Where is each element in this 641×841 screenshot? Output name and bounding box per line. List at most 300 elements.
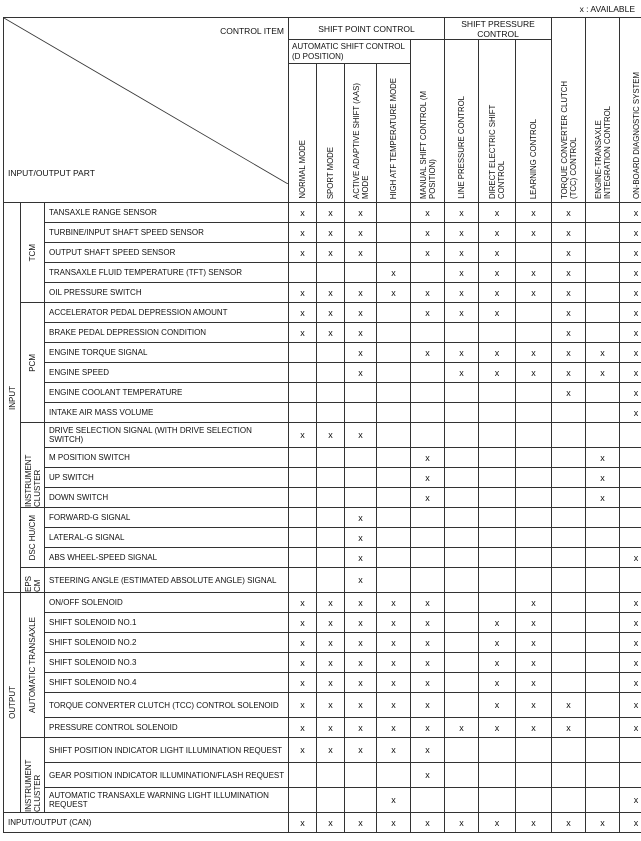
mark-cell: x [289, 203, 317, 223]
mark-cell [289, 763, 317, 788]
mark-cell: x [317, 693, 345, 718]
mark-cell: x [479, 283, 516, 303]
mark-cell: x [289, 653, 317, 673]
mark-cell: x [289, 718, 317, 738]
row-label: TORQUE CONVERTER CLUTCH (TCC) CONTROL SOLENOID [45, 693, 289, 718]
mark-cell: x [479, 363, 516, 383]
mark-cell: x [445, 303, 479, 323]
mark-cell: x [289, 243, 317, 263]
mark-cell: x [345, 323, 377, 343]
corner-cell [4, 18, 289, 203]
shift-pressure-control-header: SHIFT PRESSURE CONTROL [445, 18, 552, 40]
mark-cell [445, 423, 479, 448]
row-label: AUTOMATIC TRANSAXLE WARNING LIGHT ILLUMINATION REQUEST [45, 788, 289, 813]
control-item-label: CONTROL ITEM [220, 26, 285, 36]
row-label: ENGINE COOLANT TEMPERATURE [45, 383, 289, 403]
mark-cell: x [445, 243, 479, 263]
mark-cell [411, 403, 445, 423]
mark-cell [377, 243, 411, 263]
col-header-5: LINE PRESSURE CONTROL [445, 40, 479, 203]
mark-cell [516, 528, 552, 548]
mark-cell: x [516, 263, 552, 283]
mark-cell [479, 383, 516, 403]
mark-cell [317, 468, 345, 488]
mark-cell: x [411, 613, 445, 633]
mark-cell: x [345, 673, 377, 693]
mark-cell: x [289, 593, 317, 613]
mark-cell: x [620, 813, 641, 833]
mark-cell: x [377, 263, 411, 283]
mark-cell: x [345, 548, 377, 568]
mark-cell: x [586, 813, 620, 833]
mark-cell [620, 528, 641, 548]
mark-cell: x [411, 343, 445, 363]
diagonal-line [4, 18, 288, 184]
mark-cell: x [516, 203, 552, 223]
row-label: FORWARD-G SIGNAL [45, 508, 289, 528]
mark-cell: x [552, 243, 586, 263]
mark-cell: x [445, 263, 479, 283]
mark-cell [479, 738, 516, 763]
mark-cell [586, 718, 620, 738]
mark-cell [377, 323, 411, 343]
mark-cell: x [377, 283, 411, 303]
mark-cell: x [317, 813, 345, 833]
mark-cell [586, 693, 620, 718]
mark-cell [345, 263, 377, 283]
mark-cell: x [552, 323, 586, 343]
mark-cell [586, 263, 620, 283]
mark-cell: x [620, 653, 641, 673]
mark-cell [445, 613, 479, 633]
mark-cell: x [377, 673, 411, 693]
mark-cell: x [620, 323, 641, 343]
mark-cell [552, 593, 586, 613]
mark-cell: x [289, 813, 317, 833]
mark-cell: x [317, 633, 345, 653]
mark-cell [516, 448, 552, 468]
mark-cell: x [377, 613, 411, 633]
mark-cell [445, 403, 479, 423]
mark-cell [377, 223, 411, 243]
row-label: INTAKE AIR MASS VOLUME [45, 403, 289, 423]
row-label: SHIFT SOLENOID NO.3 [45, 653, 289, 673]
mark-cell: x [620, 548, 641, 568]
col-header-1: SPORT MODE [317, 64, 345, 203]
row-label: SHIFT SOLENOID NO.4 [45, 673, 289, 693]
table-row [4, 508, 641, 528]
table-row [4, 673, 641, 693]
mark-cell [377, 363, 411, 383]
table-row [4, 718, 641, 738]
mark-cell [345, 383, 377, 403]
row-label: SHIFT SOLENOID NO.1 [45, 613, 289, 633]
mark-cell: x [445, 343, 479, 363]
row-label: TURBINE/INPUT SHAFT SPEED SENSOR [45, 223, 289, 243]
mark-cell [445, 383, 479, 403]
mark-cell: x [289, 423, 317, 448]
mark-cell [289, 383, 317, 403]
mark-cell: x [411, 673, 445, 693]
mark-cell: x [411, 243, 445, 263]
mark-cell [289, 488, 317, 508]
table-row [4, 528, 641, 548]
mark-cell [317, 488, 345, 508]
mark-cell [377, 343, 411, 363]
mark-cell [445, 653, 479, 673]
table-row [4, 653, 641, 673]
mark-cell: x [586, 468, 620, 488]
control-matrix-table [3, 17, 641, 833]
mark-cell: x [289, 323, 317, 343]
mark-cell [586, 403, 620, 423]
mark-cell [317, 528, 345, 548]
mark-cell: x [317, 243, 345, 263]
mark-cell: x [411, 633, 445, 653]
mark-cell: x [516, 813, 552, 833]
mark-cell: x [411, 468, 445, 488]
mark-cell [586, 653, 620, 673]
mark-cell: x [345, 223, 377, 243]
mark-cell [516, 403, 552, 423]
mark-cell: x [620, 263, 641, 283]
mark-cell [317, 403, 345, 423]
row-label: OIL PRESSURE SWITCH [45, 283, 289, 303]
mark-cell: x [479, 693, 516, 718]
mark-cell: x [516, 343, 552, 363]
col-header-0: NORMAL MODE [289, 64, 317, 203]
mark-cell [586, 673, 620, 693]
legend: x : AVAILABLE [579, 4, 635, 14]
subgroup-label: DSC HU/CM [21, 508, 45, 568]
subgroup-label: AUTOMATIC TRANSAXLE [21, 593, 45, 738]
mark-cell [516, 548, 552, 568]
row-label: TANSAXLE RANGE SENSOR [45, 203, 289, 223]
mark-cell: x [411, 283, 445, 303]
mark-cell: x [479, 303, 516, 323]
mark-cell [317, 568, 345, 593]
mark-cell [377, 488, 411, 508]
subgroup-label: TCM [21, 203, 45, 303]
mark-cell [411, 548, 445, 568]
col-header-3: HIGH ATF TEMPERATURE MODE [377, 64, 411, 203]
mark-cell: x [586, 343, 620, 363]
mark-cell [377, 423, 411, 448]
mark-cell [445, 323, 479, 343]
shift-point-control-header: SHIFT POINT CONTROL [289, 18, 445, 40]
mark-cell [620, 508, 641, 528]
mark-cell [586, 323, 620, 343]
mark-cell: x [345, 243, 377, 263]
mark-cell [516, 788, 552, 813]
mark-cell [445, 788, 479, 813]
mark-cell: x [552, 283, 586, 303]
mark-cell: x [317, 283, 345, 303]
subgroup-label: EPS CM [21, 568, 45, 593]
mark-cell [445, 693, 479, 718]
mark-cell: x [411, 448, 445, 468]
subgroup-label: INSTRUMENT CLUSTER [21, 423, 45, 508]
mark-cell [317, 788, 345, 813]
mark-cell [289, 508, 317, 528]
mark-cell: x [411, 203, 445, 223]
mark-cell: x [317, 423, 345, 448]
row-label: ENGINE SPEED [45, 363, 289, 383]
table-row [4, 243, 641, 263]
mark-cell [586, 203, 620, 223]
col-header-6: DIRECT ELECTRIC SHIFT CONTROL [479, 40, 516, 203]
mark-cell [289, 788, 317, 813]
mark-cell [377, 508, 411, 528]
mark-cell [445, 468, 479, 488]
mark-cell: x [289, 223, 317, 243]
mark-cell [516, 383, 552, 403]
table-row [4, 203, 641, 223]
mark-cell: x [317, 613, 345, 633]
mark-cell: x [552, 383, 586, 403]
mark-cell: x [620, 613, 641, 633]
mark-cell [377, 383, 411, 403]
mark-cell: x [620, 633, 641, 653]
mark-cell [586, 763, 620, 788]
mark-cell: x [345, 613, 377, 633]
mark-cell: x [516, 673, 552, 693]
mark-cell [317, 343, 345, 363]
mark-cell [586, 613, 620, 633]
mark-cell: x [377, 633, 411, 653]
mark-cell [586, 283, 620, 303]
mark-cell [445, 548, 479, 568]
table-row [4, 548, 641, 568]
mark-cell [552, 568, 586, 593]
mark-cell: x [345, 528, 377, 548]
row-label: ENGINE TORQUE SIGNAL [45, 343, 289, 363]
subgroup-label: PCM [21, 303, 45, 423]
mark-cell: x [620, 383, 641, 403]
mark-cell: x [411, 303, 445, 323]
mark-cell: x [479, 813, 516, 833]
mark-cell: x [411, 738, 445, 763]
mark-cell [345, 403, 377, 423]
mark-cell: x [445, 363, 479, 383]
table-row [4, 488, 641, 508]
mark-cell: x [345, 633, 377, 653]
mark-cell: x [479, 343, 516, 363]
mark-cell [552, 738, 586, 763]
mark-cell [479, 593, 516, 613]
mark-cell [345, 788, 377, 813]
mark-cell: x [345, 568, 377, 593]
mark-cell [479, 508, 516, 528]
mark-cell: x [620, 203, 641, 223]
mark-cell [552, 403, 586, 423]
col-header-2: ACTIVE ADAPTIVE SHIFT (AAS) MODE [345, 64, 377, 203]
row-label: SHIFT SOLENOID NO.2 [45, 633, 289, 653]
mark-cell [552, 673, 586, 693]
mark-cell: x [345, 693, 377, 718]
mark-cell: x [552, 203, 586, 223]
mark-cell [445, 508, 479, 528]
mark-cell [586, 633, 620, 653]
mark-cell [620, 568, 641, 593]
table-row [4, 343, 641, 363]
mark-cell: x [345, 738, 377, 763]
mark-cell [620, 488, 641, 508]
mark-cell [516, 568, 552, 593]
mark-cell: x [377, 593, 411, 613]
mark-cell [479, 468, 516, 488]
mark-cell [445, 448, 479, 468]
col-header-4: MANUAL SHIFT CONTROL (M POSITION) [411, 40, 445, 203]
mark-cell [411, 363, 445, 383]
mark-cell: x [377, 653, 411, 673]
mark-cell [586, 223, 620, 243]
mark-cell: x [552, 718, 586, 738]
col-header-7: LEARNING CONTROL [516, 40, 552, 203]
table-row [4, 263, 641, 283]
mark-cell: x [586, 448, 620, 468]
mark-cell: x [411, 693, 445, 718]
mark-cell [516, 763, 552, 788]
mark-cell: x [411, 813, 445, 833]
mark-cell [479, 548, 516, 568]
mark-cell [479, 448, 516, 468]
io-part-label: INPUT/OUTPUT PART [8, 168, 95, 178]
mark-cell: x [620, 788, 641, 813]
mark-cell: x [586, 488, 620, 508]
mark-cell [377, 403, 411, 423]
mark-cell [445, 528, 479, 548]
mark-cell: x [377, 813, 411, 833]
mark-cell [586, 303, 620, 323]
mark-cell: x [289, 283, 317, 303]
mark-cell: x [445, 283, 479, 303]
table-row [4, 283, 641, 303]
table-row [4, 323, 641, 343]
table-row [4, 423, 641, 448]
mark-cell: x [445, 223, 479, 243]
mark-cell [445, 633, 479, 653]
mark-cell [377, 303, 411, 323]
mark-cell: x [377, 788, 411, 813]
row-label: DOWN SWITCH [45, 488, 289, 508]
mark-cell [620, 738, 641, 763]
mark-cell [317, 763, 345, 788]
mark-cell: x [620, 303, 641, 323]
mark-cell: x [317, 653, 345, 673]
mark-cell [445, 593, 479, 613]
mark-cell: x [345, 203, 377, 223]
mark-cell [586, 383, 620, 403]
mark-cell [289, 548, 317, 568]
mark-cell: x [289, 693, 317, 718]
mark-cell: x [479, 673, 516, 693]
mark-cell [479, 568, 516, 593]
mark-cell [552, 633, 586, 653]
mark-cell [479, 403, 516, 423]
mark-cell: x [479, 633, 516, 653]
mark-cell [552, 548, 586, 568]
mark-cell [317, 383, 345, 403]
mark-cell [479, 528, 516, 548]
mark-cell [445, 568, 479, 593]
mark-cell [479, 763, 516, 788]
table-row [4, 363, 641, 383]
mark-cell: x [479, 203, 516, 223]
mark-cell: x [620, 718, 641, 738]
mark-cell [586, 508, 620, 528]
mark-cell [552, 508, 586, 528]
row-label: M POSITION SWITCH [45, 448, 289, 468]
mark-cell [345, 763, 377, 788]
mark-cell [586, 738, 620, 763]
mark-cell [345, 488, 377, 508]
row-label: BRAKE PEDAL DEPRESSION CONDITION [45, 323, 289, 343]
mark-cell: x [411, 593, 445, 613]
mark-cell [552, 788, 586, 813]
subgroup-label: INSTRUMENT CLUSTER [21, 738, 45, 813]
mark-cell: x [345, 653, 377, 673]
mark-cell: x [345, 303, 377, 323]
row-label: PRESSURE CONTROL SOLENOID [45, 718, 289, 738]
row-label: ACCELERATOR PEDAL DEPRESSION AMOUNT [45, 303, 289, 323]
mark-cell: x [289, 673, 317, 693]
mark-cell [445, 738, 479, 763]
mark-cell [289, 528, 317, 548]
mark-cell: x [516, 653, 552, 673]
row-label: OUTPUT SHAFT SPEED SENSOR [45, 243, 289, 263]
table-body [4, 203, 641, 833]
mark-cell [586, 528, 620, 548]
table-row [4, 568, 641, 593]
mark-cell: x [377, 718, 411, 738]
mark-cell [289, 343, 317, 363]
mark-cell [586, 423, 620, 448]
row-label: SHIFT POSITION INDICATOR LIGHT ILLUMINATION REQUEST [45, 738, 289, 763]
mark-cell [377, 448, 411, 468]
mark-cell [586, 548, 620, 568]
mark-cell [516, 303, 552, 323]
mark-cell [586, 788, 620, 813]
mark-cell [317, 363, 345, 383]
mark-cell [345, 448, 377, 468]
mark-cell [479, 788, 516, 813]
row-label: UP SWITCH [45, 468, 289, 488]
mark-cell: x [620, 223, 641, 243]
mark-cell: x [620, 363, 641, 383]
mark-cell: x [479, 653, 516, 673]
mark-cell [552, 763, 586, 788]
mark-cell [377, 568, 411, 593]
mark-cell [317, 263, 345, 283]
row-label: GEAR POSITION INDICATOR ILLUMINATION/FLASH REQUEST [45, 763, 289, 788]
mark-cell [620, 448, 641, 468]
mark-cell: x [289, 633, 317, 653]
mark-cell [620, 763, 641, 788]
mark-cell: x [620, 403, 641, 423]
mark-cell: x [516, 693, 552, 718]
mark-cell [411, 323, 445, 343]
mark-cell [516, 488, 552, 508]
mark-cell: x [620, 593, 641, 613]
mark-cell [445, 763, 479, 788]
mark-cell: x [317, 718, 345, 738]
mark-cell [445, 673, 479, 693]
mark-cell: x [411, 223, 445, 243]
mark-cell: x [345, 718, 377, 738]
mark-cell: x [516, 718, 552, 738]
mark-cell [289, 448, 317, 468]
